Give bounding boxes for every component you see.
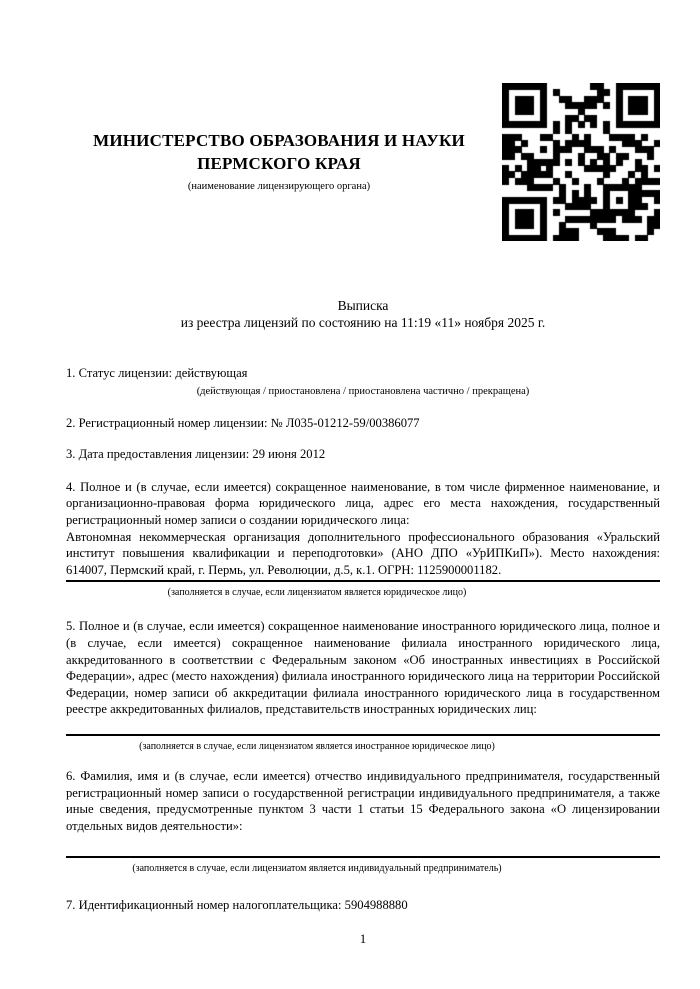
document-header <box>66 83 660 241</box>
document-title-line2: из реестра лицензий по состоянию на 11:19 «11» ноября 2025 г. <box>180 315 546 330</box>
section-7-text: 7. Идентификационный номер налогоплательщика: 5904988880 <box>66 898 408 913</box>
section-5-foreign-entity <box>66 618 660 753</box>
section-6-caption: (заполняется в случае, если лицензиатом является индивидуальный предприниматель) <box>132 863 502 875</box>
section-4-caption: (заполняется в случае, если лицензиатом является юридическое лицо) <box>167 587 467 599</box>
section-5-caption: (заполняется в случае, если лицензиатом является иностранное юридическое лицо) <box>139 740 495 752</box>
section-4-question: 4. Полное и (в случае, если имеется) сокращенное наименование, в том числе фирменное наименование, и организационно-правовая форма юридического лица, адрес его места нахождения, государственный регистрационный номер записи о создании юридического лица: <box>66 479 660 527</box>
ministry-name-line1: МИНИСТЕРСТВО ОБРАЗОВАНИЯ И НАУКИ <box>93 131 465 150</box>
page-number: 1 <box>359 931 367 946</box>
section-5-question: 5. Полное и (в случае, если имеется) сокращенное наименование иностранного юридического лица, полное и (в случае, если имеется) сокращенное наименование филиала иностранного юридического лица, аккредитованного в соответствии с Федеральным законом «Об иностранных инвестициях в Российской Федерации», адрес (место нахождения) филиала иностранного юридического лица на территории Российской Федерации, номер записи об аккредитации филиала иностранного юридического лица в государственном реестре аккредитованных филиалов, представительств иностранных юридических лиц: <box>66 619 660 717</box>
section-7-taxpayer-number <box>66 897 660 914</box>
section-6-individual-entrepreneur <box>66 768 660 875</box>
section-6-question: 6. Фамилия, имя и (в случае, если имеется) отчество индивидуального предпринимателя, государственный регистрационный номер записи о государственной регистрации индивидуального предпринимателя, а также иные сведения, предусмотренные пунктом 3 части 1 статьи 15 Федерального закона «О лицензировании отдельных видов деятельности»: <box>66 768 660 833</box>
document-title <box>66 297 660 331</box>
document-title-line1: Выписка <box>337 298 389 313</box>
section-2-registration-number <box>66 415 660 432</box>
section-4-fill-line <box>66 580 660 582</box>
section-1-caption: (действующая / приостановлена / приостановлена частично / прекращена) <box>196 385 530 397</box>
section-6-fill-line <box>66 856 660 858</box>
section-2-text: 2. Регистрационный номер лицензии: № Л035-01212-59/00386077 <box>66 415 420 430</box>
ministry-name-block <box>66 129 502 193</box>
ministry-name-line2: ПЕРМСКОГО КРАЯ <box>197 154 361 173</box>
section-4-legal-entity <box>66 479 660 600</box>
section-1-text: 1. Статус лицензии: действующая <box>66 366 248 380</box>
section-5-fill-line <box>66 734 660 736</box>
ministry-caption: (наименование лицензирующего органа) <box>187 181 371 192</box>
section-4-answer: Автономная некоммерческая организация дополнительного профессионального образования «Уральский институт повышения квалификации и переподготовки» (АНО ДПО «УрИПКиП»). Место нахождения: 614007, Пермский край, г. Пермь, ул. Революции, д.5, к.1. ОГРН: 1125900001182. <box>66 529 660 577</box>
section-3-text: 3. Дата предоставления лицензии: 29 июня 2012 <box>66 447 326 462</box>
qr-code-icon <box>502 83 660 241</box>
section-1-license-status <box>66 365 660 398</box>
section-3-license-date <box>66 446 660 463</box>
